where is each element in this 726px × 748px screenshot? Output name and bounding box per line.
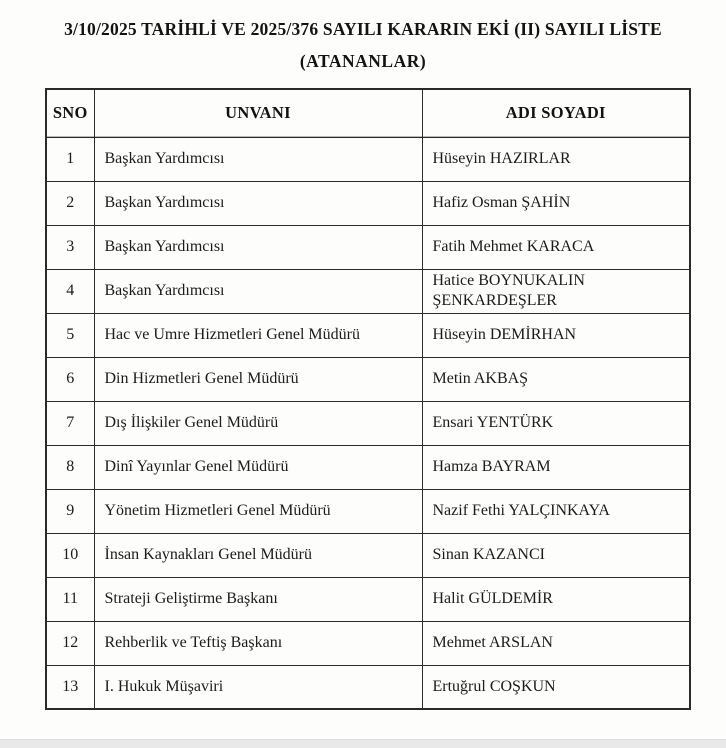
- row-sno-cell: 7: [46, 401, 94, 445]
- document-title-line1: 3/10/2025 TARİHLİ VE 2025/376 SAYILI KARARIN EKİ (II) SAYILI LİSTE: [64, 19, 662, 39]
- row-name-cell: Metin AKBAŞ: [422, 357, 690, 401]
- row-name-cell: Mehmet ARSLAN: [422, 621, 690, 665]
- row-sno-cell: 12: [46, 621, 94, 665]
- table-row: [46, 401, 690, 445]
- table-row: [46, 357, 690, 401]
- row-name-cell: Hamza BAYRAM: [422, 445, 690, 489]
- row-sno-cell: 2: [46, 181, 94, 225]
- document-title-line2: (ATANANLAR): [299, 51, 427, 71]
- row-sno-cell: 1: [46, 137, 94, 181]
- table-row: [46, 489, 690, 533]
- row-title-cell: Din Hizmetleri Genel Müdürü: [94, 357, 422, 401]
- row-name-cell: Hüseyin DEMİRHAN: [422, 313, 690, 357]
- row-title-cell: Rehberlik ve Teftiş Başkanı: [94, 621, 422, 665]
- row-name-cell: Ertuğrul COŞKUN: [422, 665, 690, 709]
- row-title-cell: Yönetim Hizmetleri Genel Müdürü: [94, 489, 422, 533]
- row-name-cell: Nazif Fethi YALÇINKAYA: [422, 489, 690, 533]
- row-sno-cell: 4: [46, 269, 94, 313]
- table-row: [46, 181, 690, 225]
- row-sno-cell: 5: [46, 313, 94, 357]
- row-title-cell: Dinî Yayınlar Genel Müdürü: [94, 445, 422, 489]
- column-header-name: ADI SOYADI: [422, 89, 690, 137]
- table-row: [46, 225, 690, 269]
- row-name-cell: Sinan KAZANCI: [422, 533, 690, 577]
- column-header-sno: SNO: [46, 89, 94, 137]
- row-title-cell: Başkan Yardımcısı: [94, 181, 422, 225]
- row-title-cell: Hac ve Umre Hizmetleri Genel Müdürü: [94, 313, 422, 357]
- row-title-cell: Dış İlişkiler Genel Müdürü: [94, 401, 422, 445]
- row-title-cell: Başkan Yardımcısı: [94, 269, 422, 313]
- row-sno-cell: 10: [46, 533, 94, 577]
- row-sno-cell: 3: [46, 225, 94, 269]
- row-title-cell: İnsan Kaynakları Genel Müdürü: [94, 533, 422, 577]
- table-row: [46, 313, 690, 357]
- row-sno-cell: 8: [46, 445, 94, 489]
- row-name-cell: Hatice BOYNUKALIN ŞENKARDEŞLER: [422, 269, 690, 313]
- row-sno-cell: 9: [46, 489, 94, 533]
- table-row: [46, 621, 690, 665]
- table-body: [46, 137, 690, 709]
- row-name-cell: Halit GÜLDEMİR: [422, 577, 690, 621]
- column-header-title: UNVANI: [94, 89, 422, 137]
- row-sno-cell: 13: [46, 665, 94, 709]
- row-sno-cell: 6: [46, 357, 94, 401]
- row-title-cell: Başkan Yardımcısı: [94, 137, 422, 181]
- row-title-cell: I. Hukuk Müşaviri: [94, 665, 422, 709]
- document-title: [0, 0, 726, 72]
- row-title-cell: Strateji Geliştirme Başkanı: [94, 577, 422, 621]
- row-name-cell: Hafiz Osman ŞAHİN: [422, 181, 690, 225]
- row-title-cell: Başkan Yardımcısı: [94, 225, 422, 269]
- table-header-row: [46, 89, 690, 137]
- table-row: [46, 577, 690, 621]
- row-sno-cell: 11: [46, 577, 94, 621]
- table-row: [46, 137, 690, 181]
- row-name-cell: Fatih Mehmet KARACA: [422, 225, 690, 269]
- table-row: [46, 269, 690, 313]
- table-row: [46, 445, 690, 489]
- table-row: [46, 665, 690, 709]
- table-row: [46, 533, 690, 577]
- row-name-cell: Hüseyin HAZIRLAR: [422, 137, 690, 181]
- scan-edge-strip: [0, 739, 726, 748]
- row-name-cell: Ensari YENTÜRK: [422, 401, 690, 445]
- appointments-table: [45, 88, 691, 710]
